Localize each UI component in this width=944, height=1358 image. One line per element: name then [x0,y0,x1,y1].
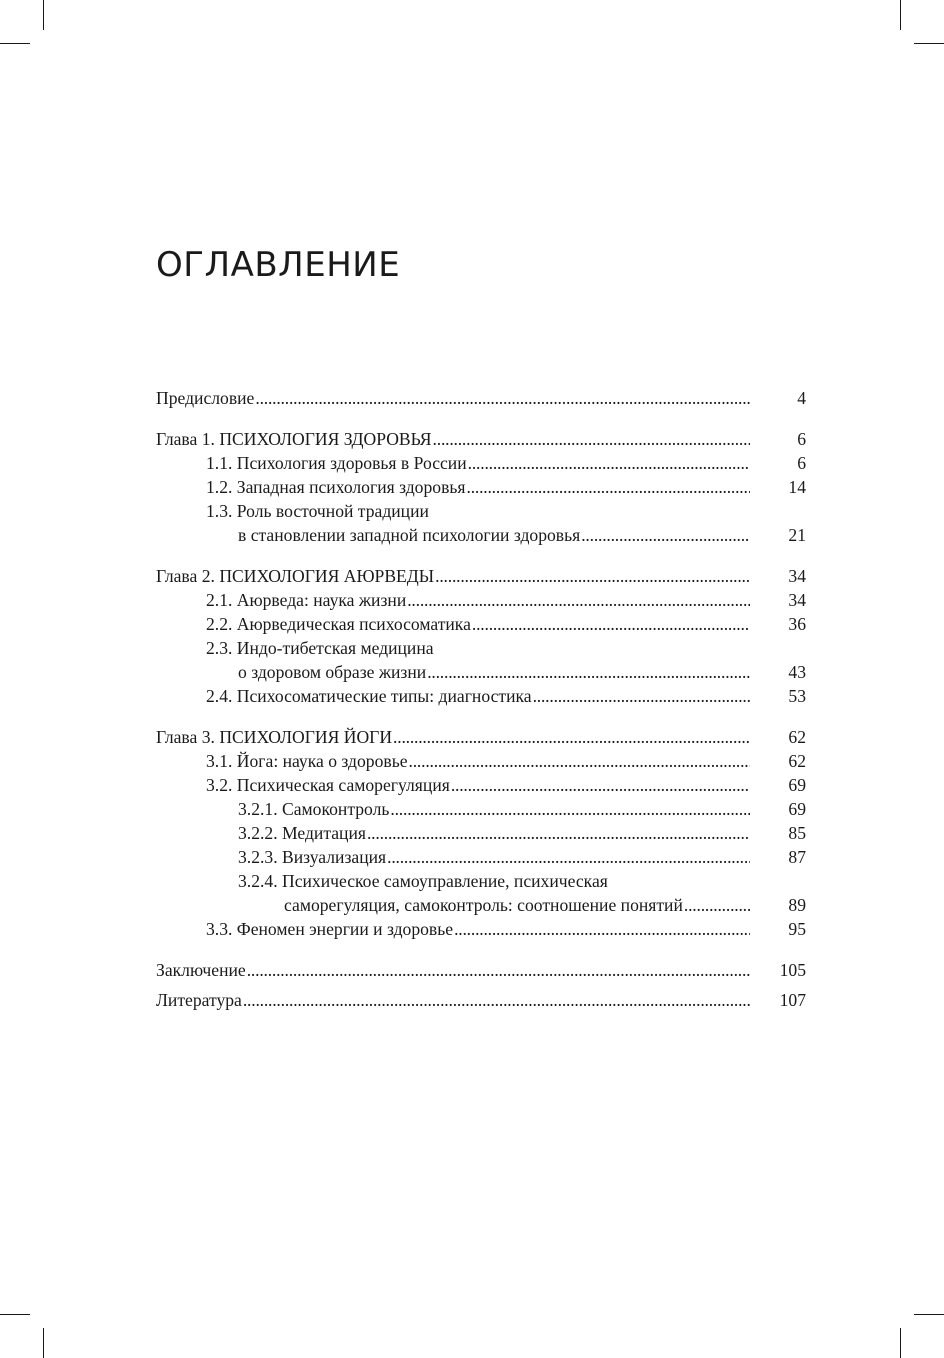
toc-entry-preface[interactable] [156,386,806,410]
toc-entry-conclusion[interactable] [156,958,806,982]
toc-entry-label: Глава 2. ПСИХОЛОГИЯ АЮРВЕДЫ [156,566,435,586]
table-of-contents [156,386,806,1029]
dot-leader [390,797,750,821]
toc-entry-label: 2.4. Психосоматические типы: диагностика [206,686,532,706]
toc-page-number: 34 [788,566,806,586]
toc-page-number: 6 [797,453,806,473]
toc-group-chapter-2 [156,564,806,708]
toc-page-number: 43 [788,662,806,682]
toc-entry-chapter-2[interactable] [156,564,806,588]
toc-page-number: 21 [788,525,806,545]
toc-entry-section-2-4[interactable] [156,684,806,708]
toc-entry-label: 2.1. Аюрведа: наука жизни [206,590,407,610]
dot-leader [387,845,750,869]
toc-entry-literature[interactable] [156,988,806,1012]
toc-page-number: 105 [779,960,806,980]
toc-entry-section-3-2-1[interactable] [156,797,806,821]
toc-entry-label: 3.2.3. Визуализация [238,847,387,867]
toc-entry-section-1-2[interactable] [156,475,806,499]
toc-entry-section-3-2-3[interactable] [156,845,806,869]
crop-mark-top-right [900,0,901,30]
toc-entry-label: 1.2. Западная психология здоровья [206,477,466,497]
toc-entry-chapter-1[interactable] [156,427,806,451]
toc-page-number: 95 [788,919,806,939]
crop-mark-bottom-left [0,1314,30,1315]
dot-leader [454,917,750,941]
toc-page-number: 62 [788,727,806,747]
toc-page-number: 4 [797,388,806,408]
toc-page-number: 69 [788,799,806,819]
toc-entry-section-3-2-4-continued[interactable] [156,893,806,917]
dot-leader [367,821,750,845]
toc-group-chapter-3 [156,725,806,941]
toc-entry-label: 3.2.4. Психическое самоуправление, психическая [238,871,608,891]
toc-entry-section-3-2-2[interactable] [156,821,806,845]
toc-entry-section-3-2[interactable] [156,773,806,797]
toc-entry-label: в становлении западной психологии здоровья [238,525,581,545]
toc-entry-section-2-1[interactable] [156,588,806,612]
toc-group-preface [156,386,806,410]
toc-entry-section-2-2[interactable] [156,612,806,636]
crop-mark-top-left [43,0,44,30]
toc-entry-label: Заключение [156,960,246,980]
crop-mark-bottom-right [900,1328,901,1358]
toc-page-number: 85 [788,823,806,843]
toc-entry-label: 3.2.1. Самоконтроль [238,799,390,819]
toc-page-number: 53 [788,686,806,706]
toc-entry-label: 3.2.2. Медитация [238,823,366,843]
toc-page-number: 107 [779,990,806,1010]
dot-leader [433,427,750,451]
toc-page-number: 89 [788,895,806,915]
crop-mark-bottom-left [43,1328,44,1358]
toc-group-conclusion [156,958,806,982]
page-title: ОГЛАВЛЕНИЕ [156,245,401,285]
dot-leader [409,749,750,773]
crop-mark-top-right [914,43,944,44]
toc-entry-label: о здоровом образе жизни [238,662,427,682]
toc-page-number: 36 [788,614,806,634]
dot-leader [581,523,750,547]
toc-group-chapter-1 [156,427,806,547]
toc-entry-label: 3.1. Йога: наука о здоровье [206,751,408,771]
toc-entry-section-1-3-continued[interactable] [156,523,806,547]
crop-mark-top-left [0,43,30,44]
toc-entry-label: 1.1. Психология здоровья в России [206,453,467,473]
toc-entry-section-1-3[interactable] [156,499,806,523]
toc-group-literature [156,988,806,1012]
toc-entry-section-2-3[interactable] [156,636,806,660]
dot-leader [407,588,750,612]
dot-leader [247,958,750,982]
toc-entry-label: 3.3. Феномен энергии и здоровье [206,919,454,939]
toc-entry-chapter-3[interactable] [156,725,806,749]
toc-page-number: 34 [788,590,806,610]
toc-entry-section-1-1[interactable] [156,451,806,475]
toc-page-number: 87 [788,847,806,867]
toc-page-number: 69 [788,775,806,795]
toc-page-number: 62 [788,751,806,771]
dot-leader [684,893,750,917]
toc-entry-label: Глава 3. ПСИХОЛОГИЯ ЙОГИ [156,727,393,747]
toc-page-number: 6 [797,429,806,449]
dot-leader [533,684,750,708]
dot-leader [451,773,750,797]
toc-entry-label: 3.2. Психическая саморегуляция [206,775,450,795]
toc-entry-label: 1.3. Роль восточной традиции [206,501,429,521]
crop-mark-bottom-right [914,1314,944,1315]
toc-entry-section-2-3-continued[interactable] [156,660,806,684]
dot-leader [393,725,750,749]
toc-entry-label: саморегуляция, самоконтроль: соотношение понятий [284,895,683,915]
dot-leader [255,386,750,410]
dot-leader [427,660,750,684]
toc-entry-label: Литература [156,990,242,1010]
toc-entry-label: Глава 1. ПСИХОЛОГИЯ ЗДОРОВЬЯ [156,429,432,449]
dot-leader [243,988,750,1012]
toc-entry-label: Предисловие [156,388,255,408]
toc-entry-section-3-1[interactable] [156,749,806,773]
toc-page-number: 14 [788,477,806,497]
dot-leader [468,451,750,475]
toc-entry-label: 2.2. Аюрведическая психосоматика [206,614,471,634]
dot-leader [435,564,750,588]
toc-entry-section-3-2-4[interactable] [156,869,806,893]
toc-entry-label: 2.3. Индо-тибетская медицина [206,638,434,658]
dot-leader [467,475,751,499]
dot-leader [472,612,750,636]
toc-entry-section-3-3[interactable] [156,917,806,941]
